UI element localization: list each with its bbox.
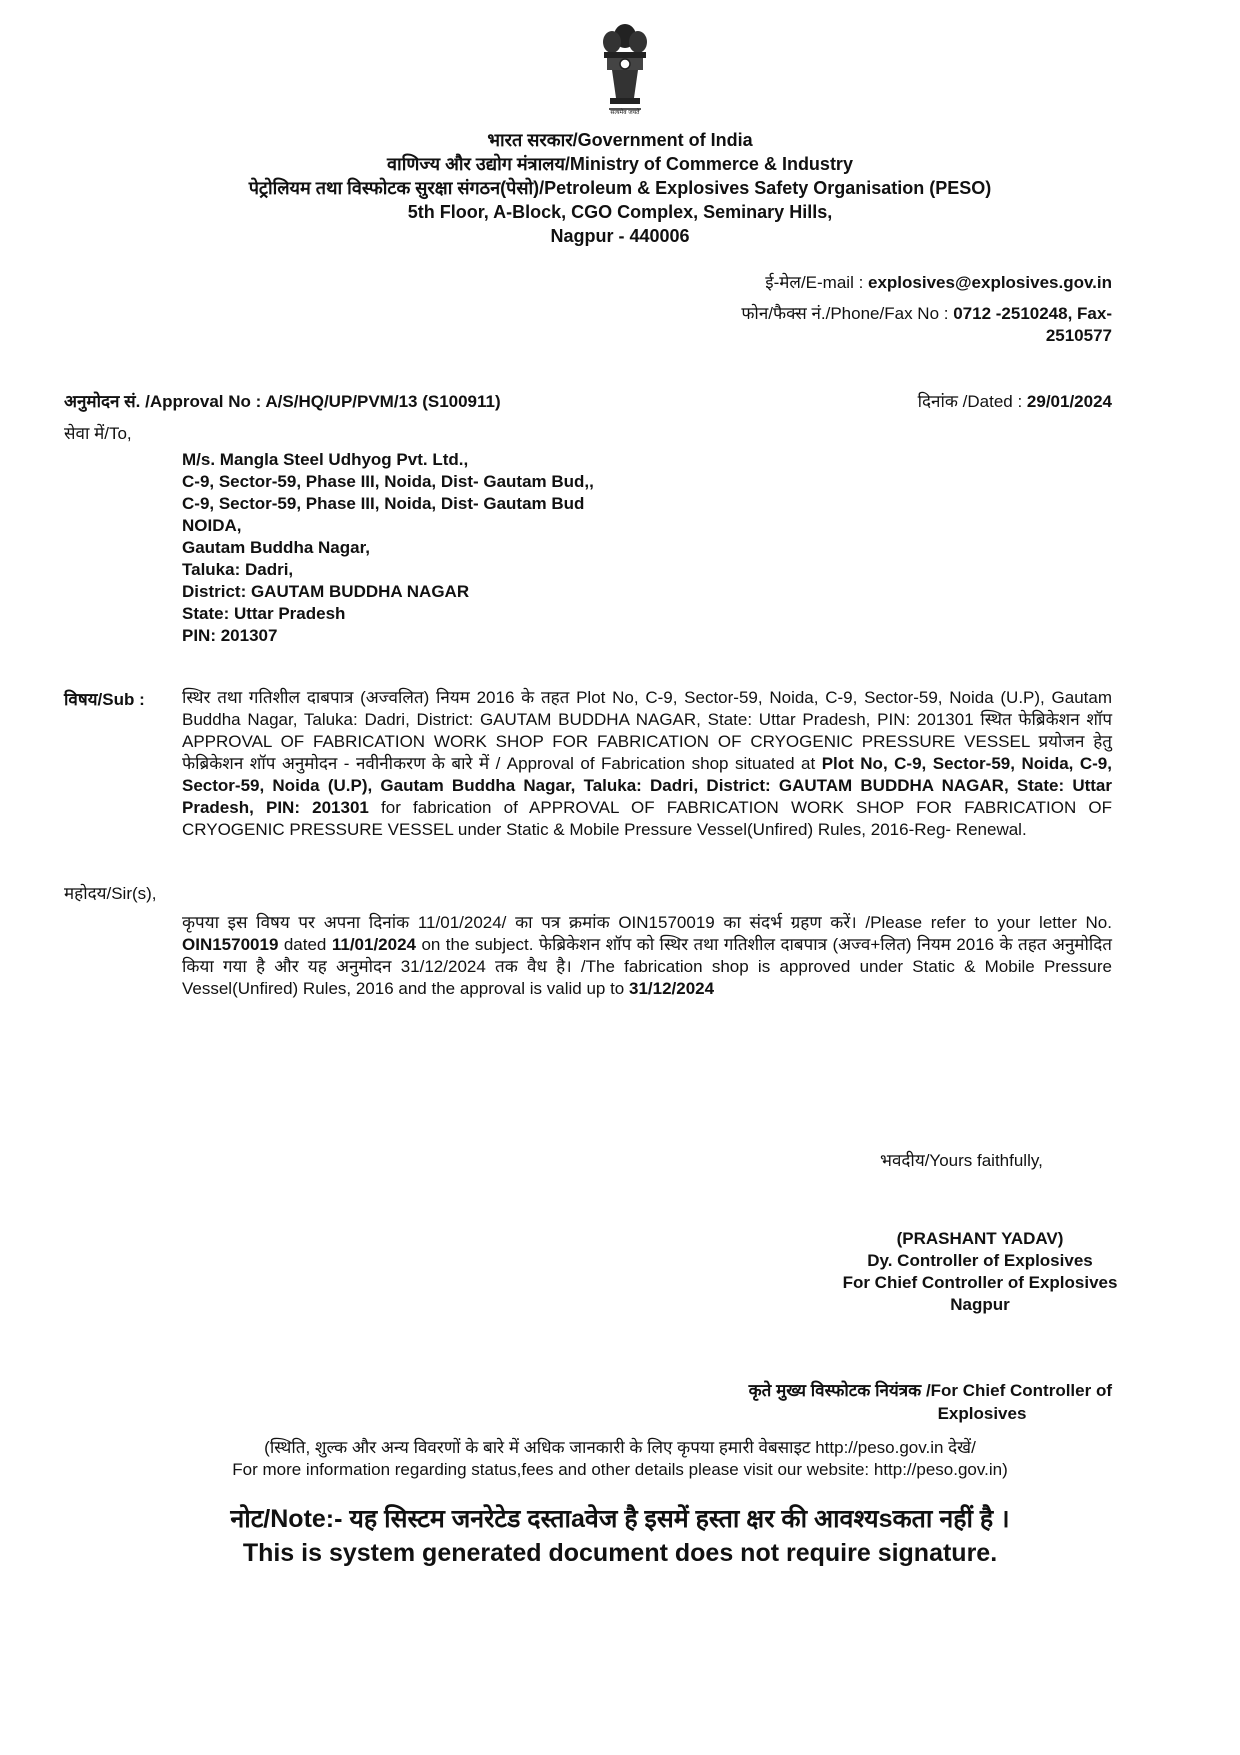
fax-value: 2510577: [1045, 326, 1112, 345]
phone-label: फोन/फैक्स नं./Phone/Fax No :: [741, 304, 954, 323]
body-part2: dated: [278, 935, 332, 954]
address-line: District: GAUTAM BUDDHA NAGAR: [182, 582, 470, 601]
approval-date: [918, 389, 1112, 412]
body-part1: कृपया इस विषय पर अपना दिनांक 11/01/2024/ का पत्र क्रमांक OIN1570019 का संदर्भ ग्रहण करें। /Please refer to your letter No.: [182, 913, 1112, 932]
emblem-motto: सत्यमेव जयते: [610, 110, 640, 116]
national-emblem-icon: [594, 18, 656, 126]
header-address: 5th Floor, A-Block, CGO Complex, Seminary Hills,: [407, 202, 833, 222]
for-chief-line1: कृते मुख्य विस्फोटक नियंत्रक /For Chief Controller of: [748, 1381, 1112, 1400]
salutation: महोदय/Sir(s),: [64, 884, 157, 903]
phone-line: [552, 303, 1112, 347]
header-ministry: वाणिज्य और उद्योग मंत्रालय/Ministry of Commerce & Industry: [387, 154, 853, 174]
dated-value: 29/01/2024: [1026, 392, 1112, 411]
info-english: For more information regarding status,fees and other details please visit our website: http://peso.gov.in): [232, 1460, 1008, 1479]
signatory-name: (PRASHANT YADAV): [896, 1229, 1064, 1248]
letterhead: [180, 128, 1060, 248]
note-english: This is system generated document does not require signature.: [242, 1539, 998, 1567]
letter-date: 11/01/2024: [331, 935, 416, 954]
body-part3: on the subject. फेब्रिकेशन शॉप को स्थिर तथा गतिशील दाबपात्र (अज्व+लित) नियम 2016 के तहत अनुमोदित किया गया है और यह अनुमोदन 31/12/2024 तक वैध है। /The fabrication shop is approved under Static & Mobile Pressure Vessel(Unfired) Rules, 2016 and the approval is valid up to: [182, 935, 1113, 998]
address-line: C-9, Sector-59, Phase III, Noida, Dist- Gautam Bud: [182, 494, 585, 513]
subject-part3: for fabrication of APPROVAL OF FABRICATION WORK SHOP FOR FABRICATION OF CRYOGENIC PRESSURE VESSEL under Static & Mobile Pressure Vessel(Unfired) Rules, 2016-Reg- Renewal.: [182, 798, 1113, 839]
system-note: [100, 1502, 1140, 1570]
address-line: NOIDA,: [182, 516, 242, 535]
address-line: State: Uttar Pradesh: [182, 604, 346, 623]
subject-label: विषय/Sub :: [64, 690, 145, 709]
recipient-address: [182, 449, 594, 647]
address-line: Gautam Buddha Nagar,: [182, 538, 370, 557]
dated-label: दिनांक /Dated :: [917, 392, 1027, 411]
address-line: PIN: 201307: [182, 626, 278, 645]
address-line: M/s. Mangla Steel Udhyog Pvt. Ltd.,: [182, 450, 469, 469]
header-gov: भारत सरकार/Government of India: [487, 130, 753, 150]
subject-location: Plot No, C-9, Sector-59, Noida, C-9, Sector-59, Noida (U.P), Gautam Buddha Nagar, Taluka: Dadri, District: GAUTAM BUDDHA NAGAR, State: Uttar Pradesh, PIN: 201301: [182, 754, 1112, 817]
address-line: Taluka: Dadri,: [182, 560, 294, 579]
subject-part1: स्थिर तथा गतिशील दाबपात्र (अज्वलित) नियम 2016 के तहत Plot No, C-9, Sector-59, Noida, C-9, Sector-59, Noida (U.P), Gautam Buddha Nagar, Taluka: Dadri, District: GAUTAM BUDDHA NAGAR, State: Uttar Pradesh, PIN: 201301 स्थित फेब्रिकेशन शॉप APPROVAL OF FABRICATION WORK SHOP FOR FABRICATION OF CRYOGENIC PRESSURE VESSEL प्रयोजन हेतु फेब्रिकेशन शॉप अनुमोदन - नवीनीकरण के बारे में / Approval of Fabrication shop situated at: [182, 688, 1112, 773]
closing: भवदीय/Yours faithfully,: [880, 1151, 1043, 1170]
email-line: [552, 272, 1112, 294]
for-chief-line2: Explosives: [937, 1404, 1027, 1423]
approval-number: अनुमोदन सं. /Approval No : A/S/HQ/UP/PVM/13 (S100911): [64, 392, 501, 411]
info-hindi: (स्थिति, शुल्क और अन्य विवरणों के बारे में अधिक जानकारी के लिए कृपया हमारी वेबसाइट http://peso.gov.in देखें/: [264, 1438, 976, 1457]
email-value: explosives@explosives.gov.in: [868, 273, 1112, 292]
phone-value: 0712 -2510248, Fax-: [953, 304, 1112, 323]
info-note: [140, 1437, 1100, 1481]
header-city: Nagpur - 440006: [550, 226, 690, 246]
signatory-designation: Dy. Controller of Explosives: [867, 1251, 1093, 1270]
address-line: C-9, Sector-59, Phase III, Noida, Dist- Gautam Bud,,: [182, 472, 594, 491]
letter-number: OIN1570019: [182, 935, 279, 954]
for-chief-controller: [552, 1379, 1112, 1425]
subject-text: [182, 687, 1112, 841]
header-org: पेट्रोलियम तथा विस्फोटक सुरक्षा संगठन(पेसो)/Petroleum & Explosives Safety Organisation (PESO): [248, 178, 992, 198]
note-hindi: नोट/Note:- यह सिस्टम जनरेटेड दस्ताaवेज है इसमें हस्ता क्षर की आवश्यsकता नहीं है ।: [230, 1505, 1010, 1533]
signatory-city: Nagpur: [950, 1295, 1010, 1314]
to-label: सेवा में/To,: [64, 424, 132, 443]
email-label: ई-मेल/E-mail :: [765, 273, 869, 292]
signatory-for: For Chief Controller of Explosives: [842, 1273, 1118, 1292]
letter-body: [182, 912, 1112, 1000]
valid-upto: 31/12/2024: [628, 979, 715, 998]
signature-block: [780, 1228, 1180, 1316]
